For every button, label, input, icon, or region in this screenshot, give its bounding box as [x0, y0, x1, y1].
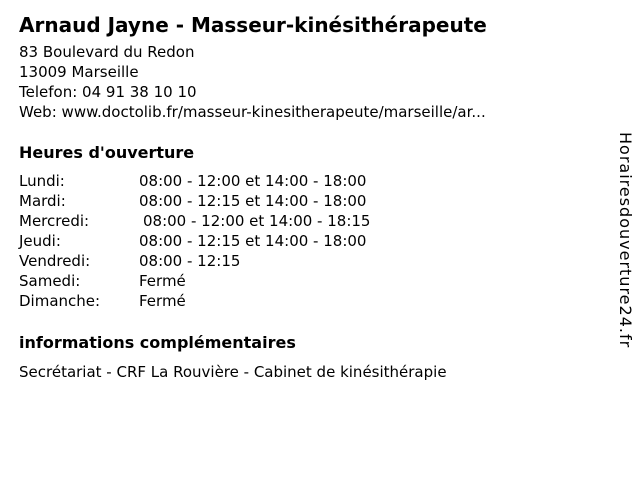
hours-row-sunday [19, 291, 370, 311]
hours-row-friday [19, 251, 370, 271]
day-times: 08:00 - 12:15 et 14:00 - 18:00 [139, 232, 367, 250]
additional-info-note: Secrétariat - CRF La Rouvière - Cabinet de kinésithérapie [19, 363, 447, 381]
day-label: Samedi: [19, 272, 81, 290]
page-title: Arnaud Jayne - Masseur-kinésithérapeute [19, 13, 487, 37]
day-label: Mardi: [19, 192, 66, 210]
day-times: 08:00 - 12:15 et 14:00 - 18:00 [139, 192, 367, 210]
web-url: www.doctolib.fr/masseur-kinesitherapeute/marseille/ar... [61, 103, 486, 121]
day-times: 08:00 - 12:00 et 14:00 - 18:00 [139, 172, 367, 190]
day-label: Jeudi: [19, 232, 61, 250]
watermark-site-name: Horairesdouverture24.fr [616, 132, 635, 349]
hours-row-tuesday [19, 191, 370, 211]
day-times: 08:00 - 12:15 [139, 252, 241, 270]
hours-row-monday [19, 171, 370, 191]
address-street: 83 Boulevard du Redon [19, 43, 195, 61]
day-times: Fermé [139, 292, 186, 310]
hours-row-wednesday [19, 211, 370, 231]
address-block [19, 42, 486, 122]
day-label: Vendredi: [19, 252, 91, 270]
web-line [19, 102, 486, 122]
address-city: 13009 Marseille [19, 63, 139, 81]
day-label: Mercredi: [19, 212, 90, 230]
phone-label: Telefon: [19, 83, 78, 101]
phone-number: 04 91 38 10 10 [82, 83, 197, 101]
hours-table [19, 171, 370, 311]
day-label: Dimanche: [19, 292, 101, 310]
additional-info-heading: informations complémentaires [19, 333, 296, 352]
day-times: Fermé [139, 272, 186, 290]
hours-heading: Heures d'ouverture [19, 143, 195, 162]
day-label: Lundi: [19, 172, 65, 190]
hours-row-saturday [19, 271, 370, 291]
phone-line [19, 82, 486, 102]
hours-row-thursday [19, 231, 370, 251]
web-label: Web: [19, 103, 57, 121]
day-times: 08:00 - 12:00 et 14:00 - 18:15 [143, 212, 371, 230]
